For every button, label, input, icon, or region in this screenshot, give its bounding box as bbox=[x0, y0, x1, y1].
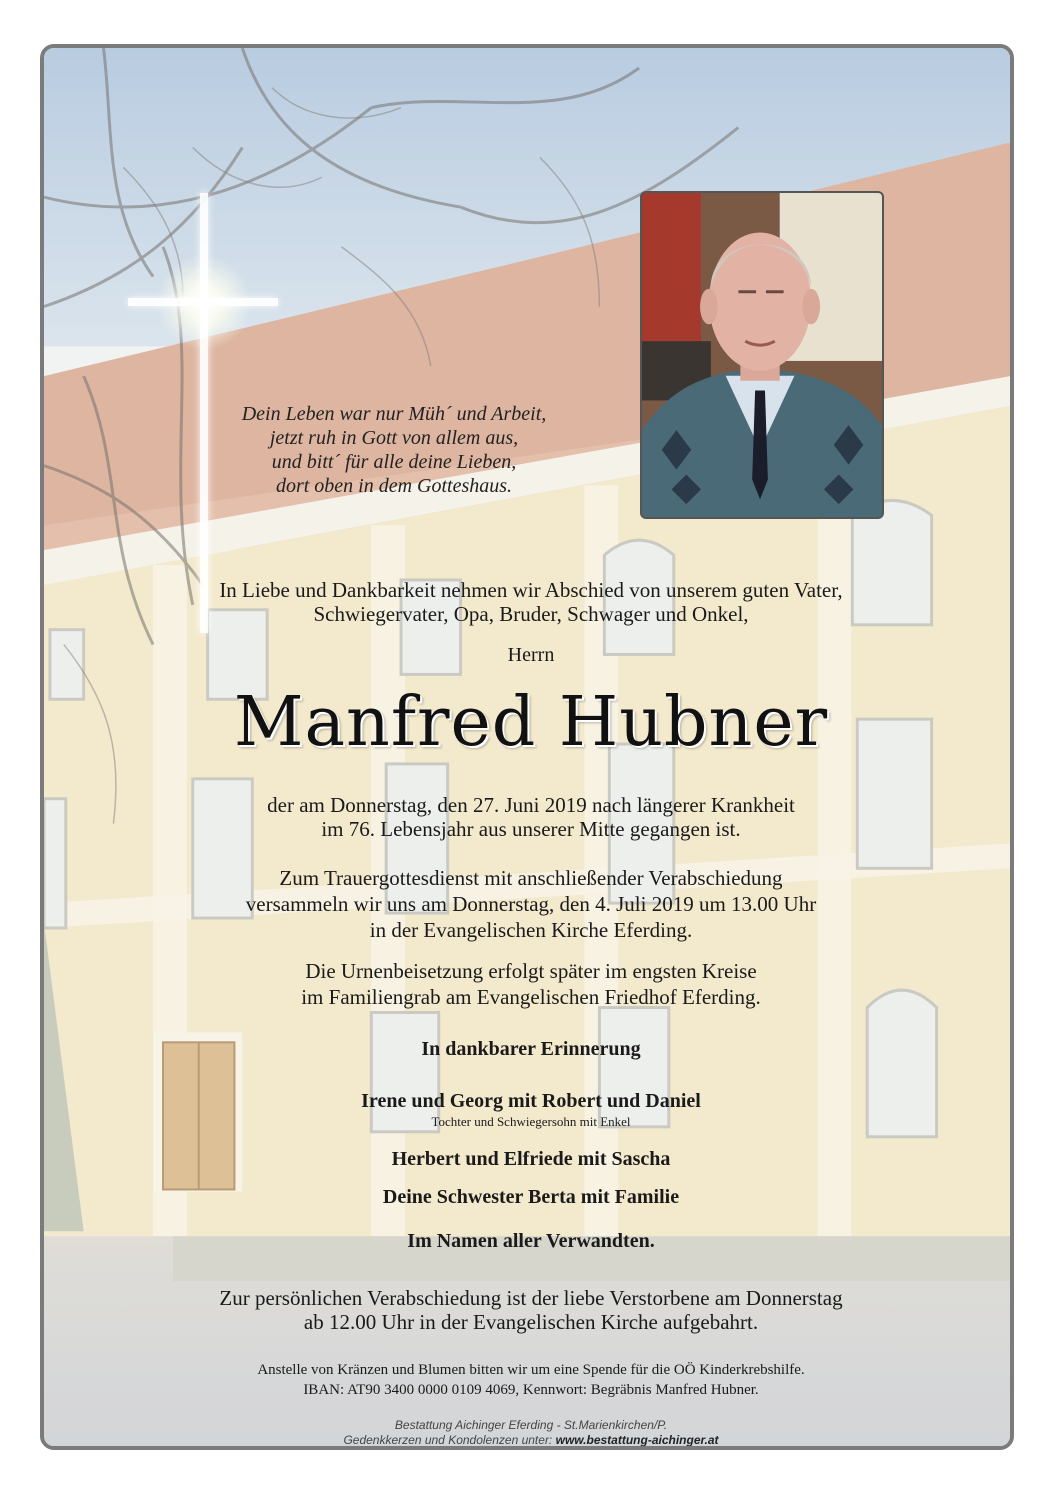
family-line-3: Deine Schwester Berta mit Familie bbox=[382, 1186, 680, 1208]
urn-line: im Familiengrab am Evangelischen Friedhof Eferding. bbox=[301, 985, 761, 1009]
family-line-2: Herbert und Elfriede mit Sascha bbox=[391, 1148, 671, 1170]
poem-line: Dein Leben war nur Müh´ und Arbeit, bbox=[241, 403, 547, 425]
poem-line: jetzt ruh in Gott von allem aus, bbox=[269, 427, 519, 449]
remembrance-heading: In dankbarer Erinnerung bbox=[421, 1038, 641, 1060]
poem-line: dort oben in dem Gotteshaus. bbox=[275, 475, 513, 497]
family-line-1-relation: Tochter und Schwiegersohn mit Enkel bbox=[431, 1114, 631, 1129]
viewing-line: Zur persönlichen Verabschiedung ist der liebe Verstorbene am Donnerstag bbox=[219, 1286, 843, 1310]
intro-line: Schwiegervater, Opa, Bruder, Schwager und Onkel, bbox=[313, 602, 749, 626]
footer-condolences bbox=[44, 1433, 1014, 1448]
portrait-photo bbox=[640, 191, 884, 519]
donation-line: IBAN: AT90 3400 0000 0109 4069, Kennwort: Begräbnis Manfred Hubner. bbox=[303, 1382, 759, 1398]
viewing-info bbox=[44, 1286, 1014, 1334]
intro-text bbox=[44, 578, 1014, 626]
intro-line: In Liebe und Dankbarkeit nehmen wir Abschied von unserem guten Vater, bbox=[219, 578, 843, 602]
funeral-line: in der Evangelischen Kirche Eferding. bbox=[369, 918, 693, 942]
urn-line: Die Urnenbeisetzung erfolgt später im engsten Kreise bbox=[305, 959, 757, 983]
footer-company: Bestattung Aichinger Eferding - St.Marienkirchen/P. bbox=[394, 1418, 668, 1432]
deceased-name: Manfred Hubner bbox=[233, 683, 829, 762]
obituary-frame bbox=[40, 44, 1014, 1450]
viewing-line: ab 12.00 Uhr in der Evangelischen Kirche aufgebahrt. bbox=[303, 1310, 759, 1334]
donation-info bbox=[44, 1360, 1014, 1400]
poem-line: und bitt´ für alle deine Lieben, bbox=[271, 451, 517, 473]
funeral-line: versammeln wir uns am Donnerstag, den 4. Juli 2019 um 13.00 Uhr bbox=[245, 892, 817, 916]
urn-burial-info bbox=[44, 958, 1014, 1010]
website-link[interactable]: www.bestattung-aichinger.at bbox=[555, 1433, 719, 1447]
footer-condolences-label: Gedenkkerzen und Kondolenzen unter: bbox=[343, 1433, 556, 1447]
donation-line: Anstelle von Kränzen und Blumen bitten wir um eine Spende für die OÖ Kinderkrebshilfe. bbox=[257, 1362, 805, 1378]
death-line: im 76. Lebensjahr aus unserer Mitte gegangen ist. bbox=[321, 817, 741, 841]
salutation: Herrn bbox=[507, 644, 555, 666]
funeral-line: Zum Trauergottesdienst mit anschließender Verabschiedung bbox=[279, 866, 783, 890]
family-line-1: Irene und Georg mit Robert und Daniel bbox=[361, 1090, 701, 1112]
death-notice bbox=[44, 793, 1014, 841]
funeral-info bbox=[44, 865, 1014, 943]
footer bbox=[44, 1418, 1014, 1448]
death-line: der am Donnerstag, den 27. Juni 2019 nach längerer Krankheit bbox=[267, 793, 795, 817]
family-line-4: Im Namen aller Verwandten. bbox=[407, 1230, 655, 1252]
poem bbox=[214, 402, 574, 498]
